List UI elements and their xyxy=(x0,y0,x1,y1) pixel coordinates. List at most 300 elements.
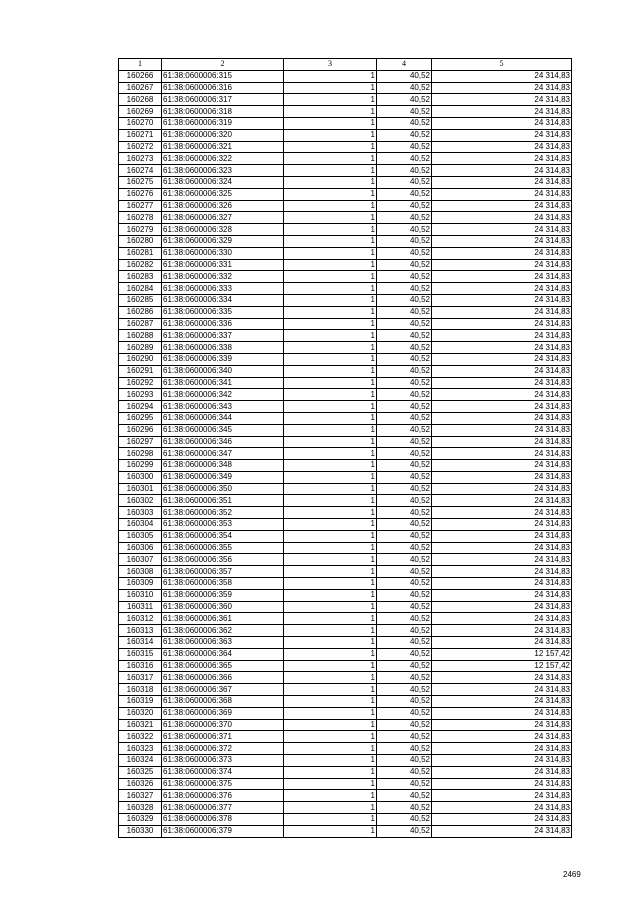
row-number-cell: 160329 xyxy=(119,814,162,826)
cadastral-number-cell: 61:38:0600006:335 xyxy=(162,306,284,318)
row-number-cell: 160294 xyxy=(119,401,162,413)
area-cell: 40,52 xyxy=(377,448,432,460)
area-cell: 40,52 xyxy=(377,306,432,318)
table-row xyxy=(119,70,572,82)
row-number-cell: 160296 xyxy=(119,424,162,436)
count-cell: 1 xyxy=(284,330,377,342)
table-row xyxy=(119,519,572,531)
row-number-cell: 160279 xyxy=(119,224,162,236)
count-cell: 1 xyxy=(284,342,377,354)
value-cell: 12 157,42 xyxy=(432,648,572,660)
table-row xyxy=(119,542,572,554)
row-number-cell: 160270 xyxy=(119,117,162,129)
value-cell: 24 314,83 xyxy=(432,401,572,413)
table-row xyxy=(119,507,572,519)
cadastral-number-cell: 61:38:0600006:375 xyxy=(162,778,284,790)
row-number-cell: 160276 xyxy=(119,188,162,200)
row-number-cell: 160287 xyxy=(119,318,162,330)
value-cell: 24 314,83 xyxy=(432,235,572,247)
count-cell: 1 xyxy=(284,377,377,389)
area-cell: 40,52 xyxy=(377,814,432,826)
count-cell: 1 xyxy=(284,318,377,330)
area-cell: 40,52 xyxy=(377,731,432,743)
count-cell: 1 xyxy=(284,578,377,590)
table-row xyxy=(119,306,572,318)
count-cell: 1 xyxy=(284,94,377,106)
count-cell: 1 xyxy=(284,389,377,401)
table-row xyxy=(119,578,572,590)
value-cell: 24 314,83 xyxy=(432,424,572,436)
area-cell: 40,52 xyxy=(377,519,432,531)
area-cell: 40,52 xyxy=(377,672,432,684)
count-cell: 1 xyxy=(284,247,377,259)
row-number-cell: 160309 xyxy=(119,578,162,590)
area-cell: 40,52 xyxy=(377,802,432,814)
cadastral-number-cell: 61:38:0600006:348 xyxy=(162,460,284,472)
cadastral-number-cell: 61:38:0600006:365 xyxy=(162,660,284,672)
area-cell: 40,52 xyxy=(377,648,432,660)
count-cell: 1 xyxy=(284,212,377,224)
row-number-cell: 160328 xyxy=(119,802,162,814)
cadastral-number-cell: 61:38:0600006:356 xyxy=(162,554,284,566)
value-cell: 24 314,83 xyxy=(432,707,572,719)
table-row xyxy=(119,377,572,389)
value-cell: 12 157,42 xyxy=(432,660,572,672)
cadastral-number-cell: 61:38:0600006:359 xyxy=(162,589,284,601)
cadastral-number-cell: 61:38:0600006:355 xyxy=(162,542,284,554)
area-cell: 40,52 xyxy=(377,790,432,802)
cadastral-number-cell: 61:38:0600006:317 xyxy=(162,94,284,106)
value-cell: 24 314,83 xyxy=(432,330,572,342)
row-number-cell: 160330 xyxy=(119,825,162,837)
table-row xyxy=(119,731,572,743)
value-cell: 24 314,83 xyxy=(432,271,572,283)
area-cell: 40,52 xyxy=(377,330,432,342)
count-cell: 1 xyxy=(284,176,377,188)
table-row xyxy=(119,353,572,365)
cadastral-number-cell: 61:38:0600006:321 xyxy=(162,141,284,153)
value-cell: 24 314,83 xyxy=(432,306,572,318)
count-cell: 1 xyxy=(284,719,377,731)
row-number-cell: 160297 xyxy=(119,436,162,448)
area-cell: 40,52 xyxy=(377,507,432,519)
cadastral-number-cell: 61:38:0600006:373 xyxy=(162,755,284,767)
table-row xyxy=(119,247,572,259)
count-cell: 1 xyxy=(284,200,377,212)
cadastral-number-cell: 61:38:0600006:339 xyxy=(162,353,284,365)
row-number-cell: 160277 xyxy=(119,200,162,212)
table-row xyxy=(119,495,572,507)
row-number-cell: 160307 xyxy=(119,554,162,566)
value-cell: 24 314,83 xyxy=(432,696,572,708)
row-number-cell: 160274 xyxy=(119,165,162,177)
cadastral-number-cell: 61:38:0600006:318 xyxy=(162,106,284,118)
area-cell: 40,52 xyxy=(377,82,432,94)
area-cell: 40,52 xyxy=(377,778,432,790)
count-cell: 1 xyxy=(284,448,377,460)
area-cell: 40,52 xyxy=(377,200,432,212)
table-row xyxy=(119,660,572,672)
cadastral-number-cell: 61:38:0600006:328 xyxy=(162,224,284,236)
table-row xyxy=(119,778,572,790)
cadastral-number-cell: 61:38:0600006:374 xyxy=(162,766,284,778)
area-cell: 40,52 xyxy=(377,566,432,578)
count-cell: 1 xyxy=(284,271,377,283)
cadastral-number-cell: 61:38:0600006:354 xyxy=(162,530,284,542)
area-cell: 40,52 xyxy=(377,212,432,224)
area-cell: 40,52 xyxy=(377,377,432,389)
value-cell: 24 314,83 xyxy=(432,389,572,401)
value-cell: 24 314,83 xyxy=(432,601,572,613)
row-number-cell: 160275 xyxy=(119,176,162,188)
count-cell: 1 xyxy=(284,648,377,660)
cadastral-number-cell: 61:38:0600006:370 xyxy=(162,719,284,731)
cadastral-number-cell: 61:38:0600006:332 xyxy=(162,271,284,283)
value-cell: 24 314,83 xyxy=(432,294,572,306)
table-row xyxy=(119,825,572,837)
table-row xyxy=(119,318,572,330)
area-cell: 40,52 xyxy=(377,412,432,424)
value-cell: 24 314,83 xyxy=(432,495,572,507)
row-number-cell: 160283 xyxy=(119,271,162,283)
count-cell: 1 xyxy=(284,743,377,755)
row-number-cell: 160289 xyxy=(119,342,162,354)
area-cell: 40,52 xyxy=(377,342,432,354)
area-cell: 40,52 xyxy=(377,94,432,106)
cadastral-number-cell: 61:38:0600006:368 xyxy=(162,696,284,708)
row-number-cell: 160320 xyxy=(119,707,162,719)
value-cell: 24 314,83 xyxy=(432,566,572,578)
count-cell: 1 xyxy=(284,814,377,826)
count-cell: 1 xyxy=(284,141,377,153)
table-row xyxy=(119,389,572,401)
count-cell: 1 xyxy=(284,825,377,837)
area-cell: 40,52 xyxy=(377,294,432,306)
cadastral-number-cell: 61:38:0600006:338 xyxy=(162,342,284,354)
row-number-cell: 160310 xyxy=(119,589,162,601)
row-number-cell: 160295 xyxy=(119,412,162,424)
cadastral-number-cell: 61:38:0600006:325 xyxy=(162,188,284,200)
row-number-cell: 160302 xyxy=(119,495,162,507)
value-cell: 24 314,83 xyxy=(432,814,572,826)
table-row xyxy=(119,601,572,613)
table-row xyxy=(119,200,572,212)
area-cell: 40,52 xyxy=(377,825,432,837)
value-cell: 24 314,83 xyxy=(432,165,572,177)
count-cell: 1 xyxy=(284,731,377,743)
row-number-cell: 160290 xyxy=(119,353,162,365)
value-cell: 24 314,83 xyxy=(432,212,572,224)
count-cell: 1 xyxy=(284,696,377,708)
row-number-cell: 160280 xyxy=(119,235,162,247)
cadastral-number-cell: 61:38:0600006:316 xyxy=(162,82,284,94)
table-row xyxy=(119,814,572,826)
table-row xyxy=(119,224,572,236)
value-cell: 24 314,83 xyxy=(432,731,572,743)
area-cell: 40,52 xyxy=(377,117,432,129)
count-cell: 1 xyxy=(284,117,377,129)
table-row xyxy=(119,672,572,684)
cadastral-number-cell: 61:38:0600006:347 xyxy=(162,448,284,460)
count-cell: 1 xyxy=(284,460,377,472)
cadastral-number-cell: 61:38:0600006:361 xyxy=(162,613,284,625)
count-cell: 1 xyxy=(284,129,377,141)
table-row xyxy=(119,766,572,778)
cadastral-number-cell: 61:38:0600006:357 xyxy=(162,566,284,578)
row-number-cell: 160325 xyxy=(119,766,162,778)
area-cell: 40,52 xyxy=(377,401,432,413)
row-number-cell: 160291 xyxy=(119,365,162,377)
cadastral-number-cell: 61:38:0600006:345 xyxy=(162,424,284,436)
count-cell: 1 xyxy=(284,306,377,318)
cadastral-number-cell: 61:38:0600006:320 xyxy=(162,129,284,141)
value-cell: 24 314,83 xyxy=(432,200,572,212)
column-header-5: 5 xyxy=(432,59,572,71)
value-cell: 24 314,83 xyxy=(432,353,572,365)
cadastral-number-cell: 61:38:0600006:366 xyxy=(162,672,284,684)
row-number-cell: 160323 xyxy=(119,743,162,755)
row-number-cell: 160292 xyxy=(119,377,162,389)
area-cell: 40,52 xyxy=(377,743,432,755)
area-cell: 40,52 xyxy=(377,165,432,177)
area-cell: 40,52 xyxy=(377,542,432,554)
row-number-cell: 160314 xyxy=(119,637,162,649)
value-cell: 24 314,83 xyxy=(432,684,572,696)
table-row xyxy=(119,743,572,755)
cadastral-number-cell: 61:38:0600006:349 xyxy=(162,471,284,483)
table-row xyxy=(119,625,572,637)
value-cell: 24 314,83 xyxy=(432,283,572,295)
count-cell: 1 xyxy=(284,188,377,200)
value-cell: 24 314,83 xyxy=(432,247,572,259)
table-row xyxy=(119,294,572,306)
value-cell: 24 314,83 xyxy=(432,507,572,519)
row-number-cell: 160266 xyxy=(119,70,162,82)
value-cell: 24 314,83 xyxy=(432,719,572,731)
table-row xyxy=(119,719,572,731)
row-number-cell: 160319 xyxy=(119,696,162,708)
row-number-cell: 160286 xyxy=(119,306,162,318)
value-cell: 24 314,83 xyxy=(432,519,572,531)
table-row xyxy=(119,188,572,200)
value-cell: 24 314,83 xyxy=(432,778,572,790)
count-cell: 1 xyxy=(284,82,377,94)
value-cell: 24 314,83 xyxy=(432,141,572,153)
row-number-cell: 160267 xyxy=(119,82,162,94)
area-cell: 40,52 xyxy=(377,530,432,542)
row-number-cell: 160269 xyxy=(119,106,162,118)
count-cell: 1 xyxy=(284,684,377,696)
count-cell: 1 xyxy=(284,554,377,566)
area-cell: 40,52 xyxy=(377,424,432,436)
table-body xyxy=(119,70,572,837)
area-cell: 40,52 xyxy=(377,247,432,259)
value-cell: 24 314,83 xyxy=(432,188,572,200)
value-cell: 24 314,83 xyxy=(432,106,572,118)
area-cell: 40,52 xyxy=(377,660,432,672)
table-row xyxy=(119,94,572,106)
row-number-cell: 160316 xyxy=(119,660,162,672)
cadastral-number-cell: 61:38:0600006:363 xyxy=(162,637,284,649)
area-cell: 40,52 xyxy=(377,153,432,165)
count-cell: 1 xyxy=(284,601,377,613)
row-number-cell: 160318 xyxy=(119,684,162,696)
cadastral-number-cell: 61:38:0600006:360 xyxy=(162,601,284,613)
row-number-cell: 160305 xyxy=(119,530,162,542)
cadastral-number-cell: 61:38:0600006:379 xyxy=(162,825,284,837)
cadastral-number-cell: 61:38:0600006:330 xyxy=(162,247,284,259)
cadastral-number-cell: 61:38:0600006:353 xyxy=(162,519,284,531)
count-cell: 1 xyxy=(284,566,377,578)
table-header-row xyxy=(119,59,572,71)
count-cell: 1 xyxy=(284,224,377,236)
table-row xyxy=(119,684,572,696)
row-number-cell: 160298 xyxy=(119,448,162,460)
area-cell: 40,52 xyxy=(377,436,432,448)
cadastral-number-cell: 61:38:0600006:340 xyxy=(162,365,284,377)
value-cell: 24 314,83 xyxy=(432,790,572,802)
table-row xyxy=(119,117,572,129)
count-cell: 1 xyxy=(284,153,377,165)
table-row xyxy=(119,271,572,283)
cadastral-number-cell: 61:38:0600006:333 xyxy=(162,283,284,295)
cadastral-number-cell: 61:38:0600006:352 xyxy=(162,507,284,519)
table-row xyxy=(119,424,572,436)
table-row xyxy=(119,141,572,153)
column-header-1: 1 xyxy=(119,59,162,71)
cadastral-number-cell: 61:38:0600006:351 xyxy=(162,495,284,507)
value-cell: 24 314,83 xyxy=(432,129,572,141)
cadastral-number-cell: 61:38:0600006:362 xyxy=(162,625,284,637)
area-cell: 40,52 xyxy=(377,106,432,118)
value-cell: 24 314,83 xyxy=(432,589,572,601)
count-cell: 1 xyxy=(284,637,377,649)
table-row xyxy=(119,755,572,767)
area-cell: 40,52 xyxy=(377,707,432,719)
cadastral-number-cell: 61:38:0600006:322 xyxy=(162,153,284,165)
count-cell: 1 xyxy=(284,283,377,295)
row-number-cell: 160303 xyxy=(119,507,162,519)
area-cell: 40,52 xyxy=(377,460,432,472)
area-cell: 40,52 xyxy=(377,129,432,141)
table-row xyxy=(119,165,572,177)
cadastral-number-cell: 61:38:0600006:315 xyxy=(162,70,284,82)
table-row xyxy=(119,82,572,94)
area-cell: 40,52 xyxy=(377,696,432,708)
row-number-cell: 160315 xyxy=(119,648,162,660)
column-header-4: 4 xyxy=(377,59,432,71)
row-number-cell: 160284 xyxy=(119,283,162,295)
count-cell: 1 xyxy=(284,259,377,271)
count-cell: 1 xyxy=(284,365,377,377)
row-number-cell: 160278 xyxy=(119,212,162,224)
area-cell: 40,52 xyxy=(377,235,432,247)
area-cell: 40,52 xyxy=(377,483,432,495)
table-row xyxy=(119,259,572,271)
row-number-cell: 160313 xyxy=(119,625,162,637)
table-row xyxy=(119,696,572,708)
area-cell: 40,52 xyxy=(377,259,432,271)
table-row xyxy=(119,589,572,601)
cadastral-number-cell: 61:38:0600006:376 xyxy=(162,790,284,802)
table-row xyxy=(119,401,572,413)
cadastral-number-cell: 61:38:0600006:336 xyxy=(162,318,284,330)
table-row xyxy=(119,530,572,542)
count-cell: 1 xyxy=(284,412,377,424)
row-number-cell: 160268 xyxy=(119,94,162,106)
area-cell: 40,52 xyxy=(377,554,432,566)
row-number-cell: 160300 xyxy=(119,471,162,483)
area-cell: 40,52 xyxy=(377,755,432,767)
table-row xyxy=(119,460,572,472)
area-cell: 40,52 xyxy=(377,141,432,153)
value-cell: 24 314,83 xyxy=(432,365,572,377)
row-number-cell: 160282 xyxy=(119,259,162,271)
cadastral-number-cell: 61:38:0600006:326 xyxy=(162,200,284,212)
area-cell: 40,52 xyxy=(377,365,432,377)
count-cell: 1 xyxy=(284,672,377,684)
row-number-cell: 160306 xyxy=(119,542,162,554)
cadastral-number-cell: 61:38:0600006:331 xyxy=(162,259,284,271)
row-number-cell: 160272 xyxy=(119,141,162,153)
register-table xyxy=(118,58,572,838)
table-row xyxy=(119,483,572,495)
cadastral-number-cell: 61:38:0600006:377 xyxy=(162,802,284,814)
count-cell: 1 xyxy=(284,353,377,365)
value-cell: 24 314,83 xyxy=(432,542,572,554)
row-number-cell: 160312 xyxy=(119,613,162,625)
cadastral-number-cell: 61:38:0600006:337 xyxy=(162,330,284,342)
area-cell: 40,52 xyxy=(377,353,432,365)
table-row xyxy=(119,707,572,719)
value-cell: 24 314,83 xyxy=(432,82,572,94)
count-cell: 1 xyxy=(284,778,377,790)
table-row xyxy=(119,330,572,342)
value-cell: 24 314,83 xyxy=(432,117,572,129)
page-number: 2469 xyxy=(563,870,581,879)
row-number-cell: 160326 xyxy=(119,778,162,790)
value-cell: 24 314,83 xyxy=(432,259,572,271)
cadastral-number-cell: 61:38:0600006:343 xyxy=(162,401,284,413)
count-cell: 1 xyxy=(284,235,377,247)
area-cell: 40,52 xyxy=(377,589,432,601)
table-row xyxy=(119,648,572,660)
value-cell: 24 314,83 xyxy=(432,436,572,448)
cadastral-number-cell: 61:38:0600006:324 xyxy=(162,176,284,188)
area-cell: 40,52 xyxy=(377,224,432,236)
count-cell: 1 xyxy=(284,495,377,507)
value-cell: 24 314,83 xyxy=(432,554,572,566)
row-number-cell: 160317 xyxy=(119,672,162,684)
area-cell: 40,52 xyxy=(377,601,432,613)
table-row xyxy=(119,153,572,165)
row-number-cell: 160273 xyxy=(119,153,162,165)
cadastral-number-cell: 61:38:0600006:372 xyxy=(162,743,284,755)
cadastral-number-cell: 61:38:0600006:358 xyxy=(162,578,284,590)
cadastral-number-cell: 61:38:0600006:346 xyxy=(162,436,284,448)
row-number-cell: 160327 xyxy=(119,790,162,802)
value-cell: 24 314,83 xyxy=(432,342,572,354)
value-cell: 24 314,83 xyxy=(432,637,572,649)
row-number-cell: 160293 xyxy=(119,389,162,401)
count-cell: 1 xyxy=(284,424,377,436)
area-cell: 40,52 xyxy=(377,318,432,330)
column-header-2: 2 xyxy=(162,59,284,71)
value-cell: 24 314,83 xyxy=(432,94,572,106)
table-row xyxy=(119,436,572,448)
value-cell: 24 314,83 xyxy=(432,412,572,424)
value-cell: 24 314,83 xyxy=(432,318,572,330)
